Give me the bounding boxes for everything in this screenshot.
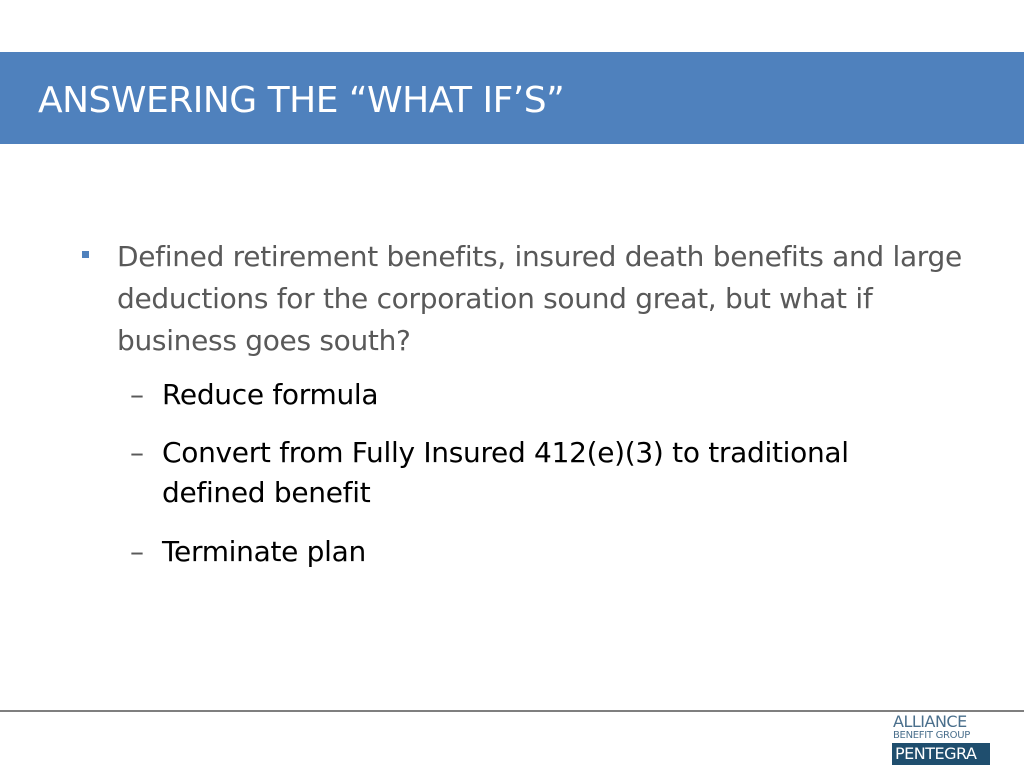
dash-icon: – xyxy=(130,535,144,568)
sub-item-text: Terminate plan xyxy=(162,535,366,568)
company-logo xyxy=(892,713,992,765)
logo-line-pentegra: PENTEGRA xyxy=(895,744,977,763)
square-bullet-icon xyxy=(82,251,89,258)
footer-divider xyxy=(0,710,1024,712)
logo-line-alliance: ALLIANCE xyxy=(893,712,967,731)
slide-title: ANSWERING THE “WHAT IF’S” xyxy=(38,80,565,121)
sub-item-text: Reduce formula xyxy=(162,378,379,411)
dash-icon: – xyxy=(130,378,144,411)
dash-icon: – xyxy=(130,436,144,469)
bullet-text: Defined retirement benefits, insured death benefits and large deductions for the corporation sound great, but what if business goes south? xyxy=(117,240,962,357)
sub-item-text: Convert from Fully Insured 412(e)(3) to traditional defined benefit xyxy=(162,436,849,509)
logo-box xyxy=(892,743,990,765)
logo-line-benefit-group: BENEFIT GROUP xyxy=(893,730,970,741)
